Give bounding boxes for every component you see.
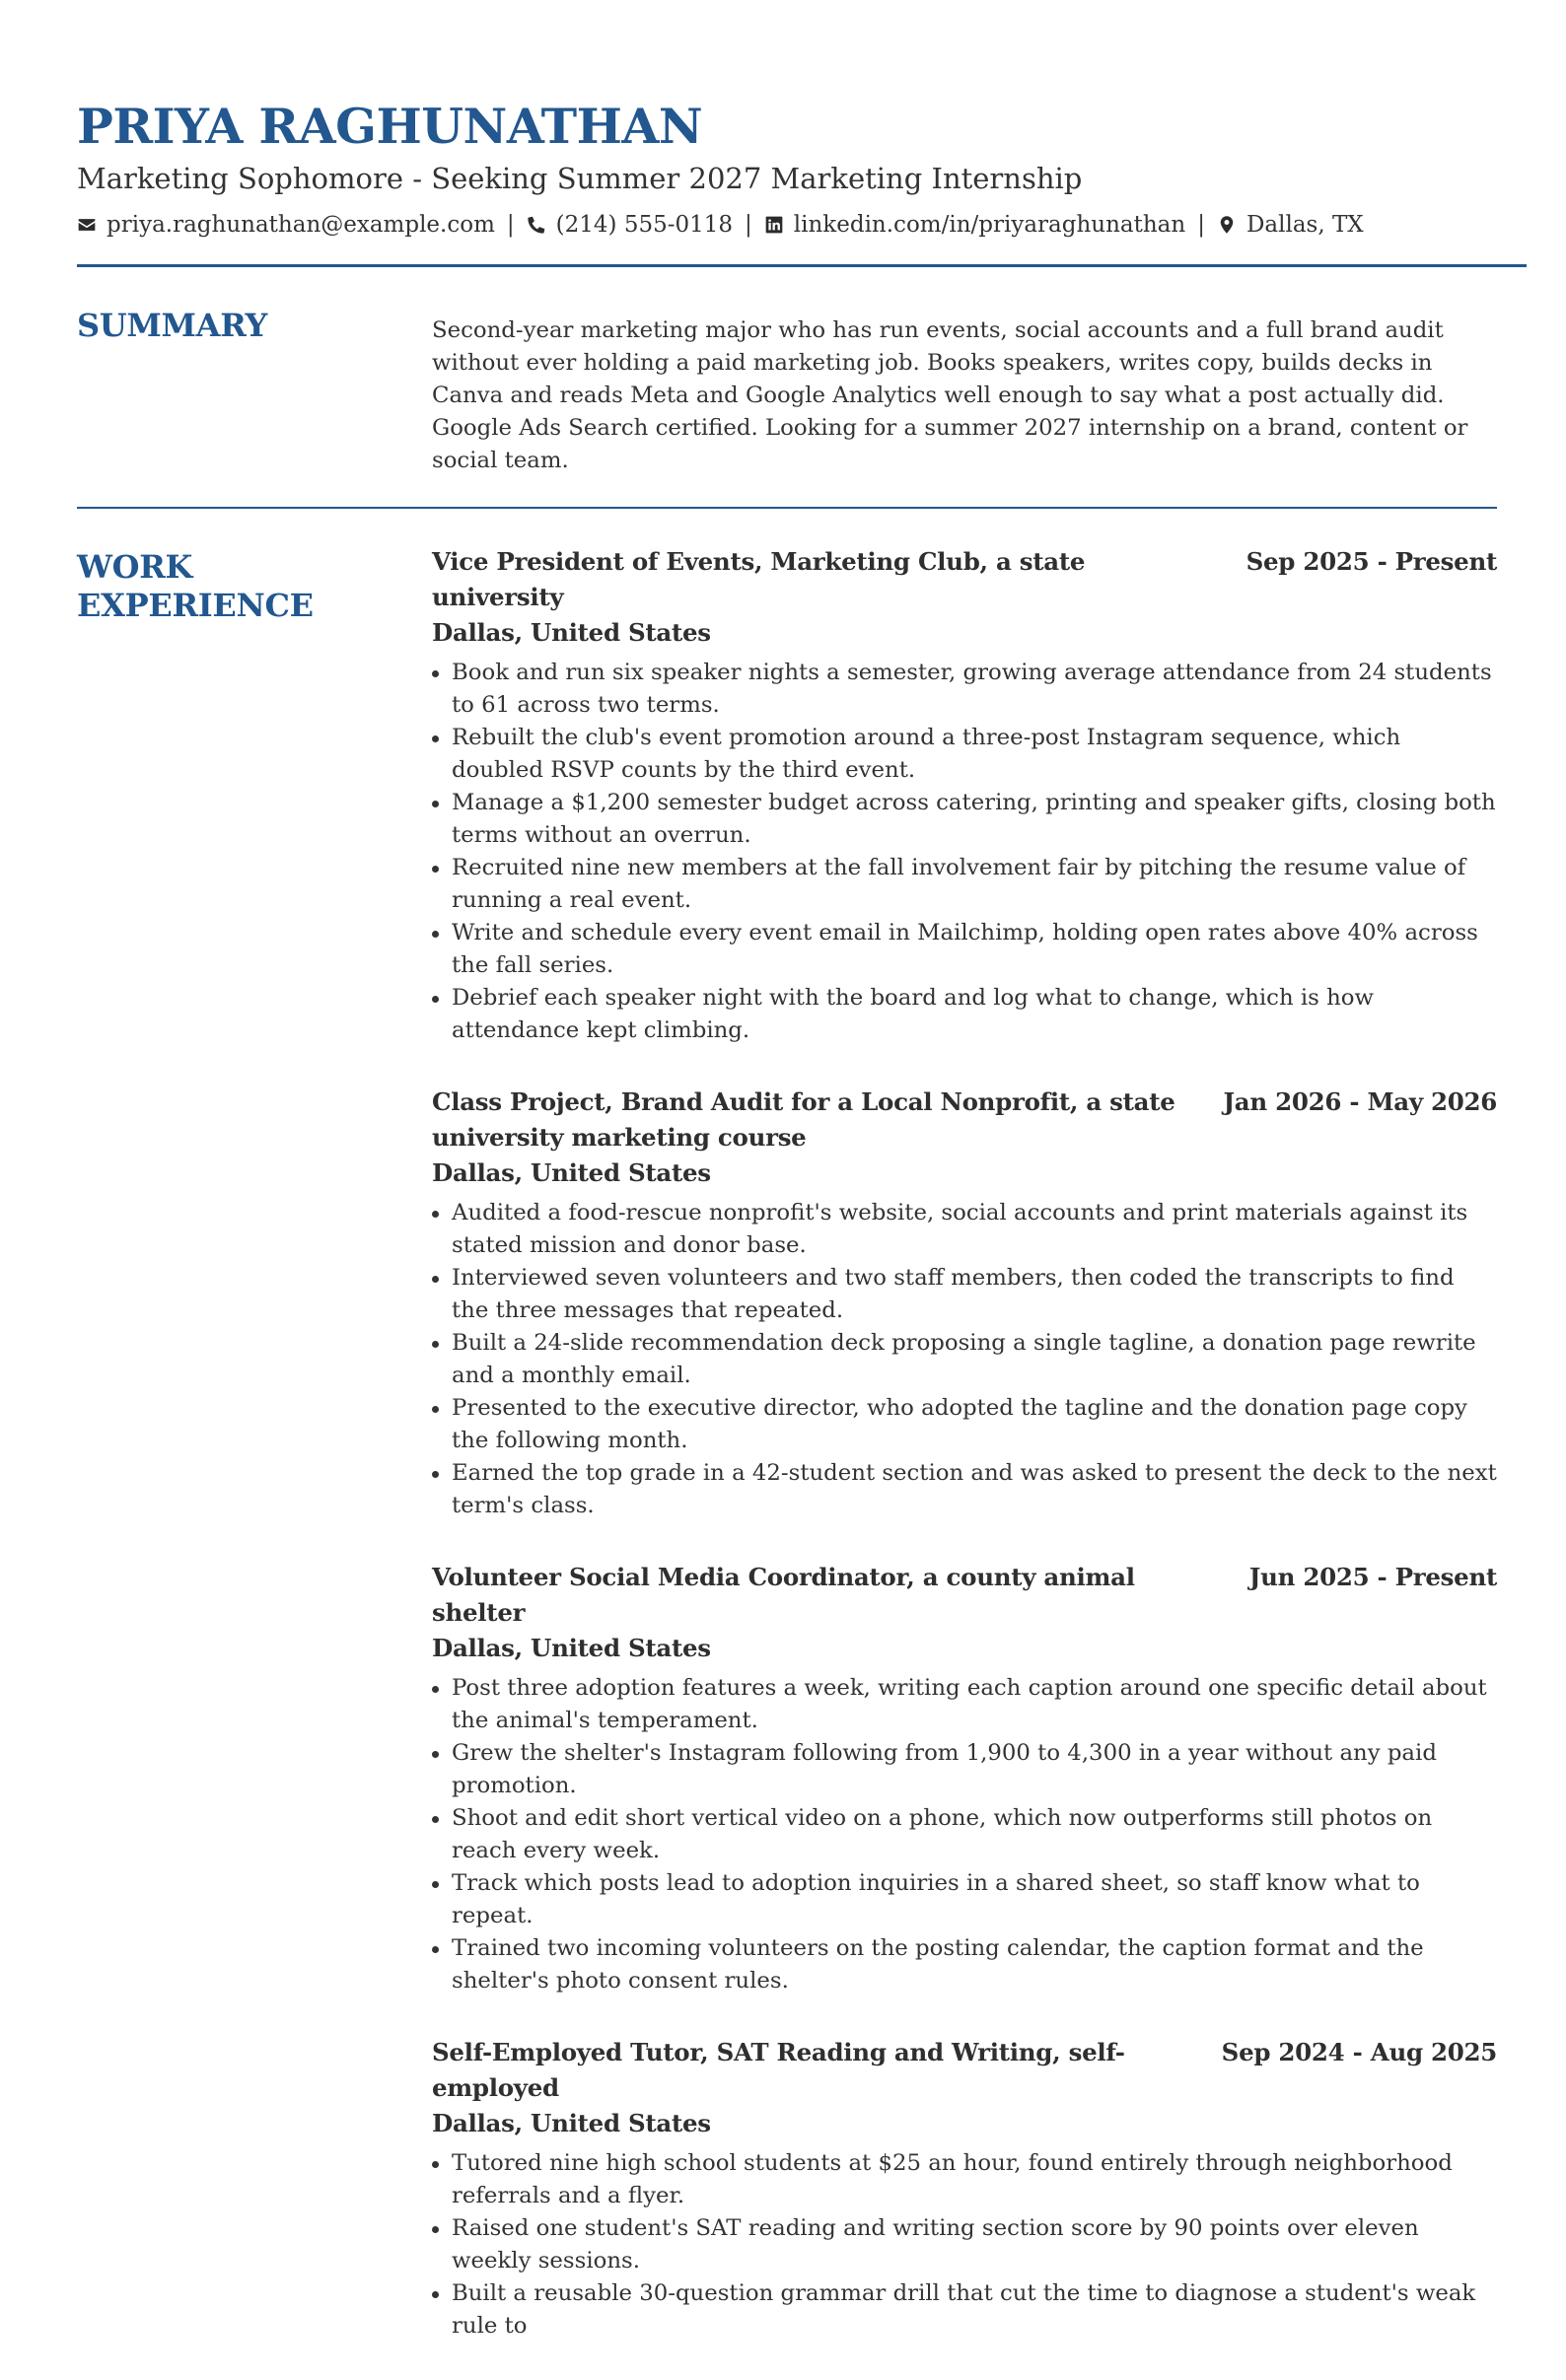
section-title-summary: SUMMARY bbox=[77, 307, 268, 345]
contact-location bbox=[1217, 212, 1364, 238]
bullet-item: Raised one student's SAT reading and writing section score by 90 points over eleven weekly sessions. bbox=[452, 2212, 1497, 2277]
job-header bbox=[432, 1560, 1497, 1631]
contact-separator: | bbox=[745, 212, 752, 239]
job-date: Jan 2026 - May 2026 bbox=[1223, 1087, 1497, 1117]
candidate-name: PRIYA RAGHUNATHAN bbox=[77, 98, 703, 155]
job-location: Dallas, United States bbox=[432, 618, 711, 648]
header-divider bbox=[77, 264, 1527, 267]
bullet-item: Grew the shelter's Instagram following from 1,900 to 4,300 in a year without any paid promotion. bbox=[452, 1737, 1497, 1802]
job-date: Sep 2024 - Aug 2025 bbox=[1221, 2038, 1497, 2067]
bullet-item: Interviewed seven volunteers and two staff members, then coded the transcripts to find the three messages that repeated. bbox=[452, 1262, 1497, 1327]
bullet-item: Rebuilt the club's event promotion around a three-post Instagram sequence, which doubled RSVP counts by the third event. bbox=[452, 722, 1497, 787]
bullet-item: Manage a $1,200 semester budget across catering, printing and speaker gifts, closing both terms without an overrun. bbox=[452, 787, 1497, 852]
phone-icon bbox=[527, 215, 546, 235]
job-title: Class Project, Brand Audit for a Local Nonprofit, a state university marketing course bbox=[432, 1087, 1175, 1153]
contact-email-text: priya.raghunathan@example.com bbox=[107, 212, 495, 239]
work-experience-section bbox=[77, 544, 1497, 2380]
summary-text: Second-year marketing major who has run events, social accounts and a full brand audit without ever holding a paid marketing job. Books speakers, writes copy, builds decks in Canva and reads Meta and Google Analytics well enough to say what a post actually did. Google Ads Search certified. Looking for a summer 2027 internship on a brand, content or social team. bbox=[432, 317, 1468, 474]
job-location: Dallas, United States bbox=[432, 1158, 711, 1188]
job-title: Self-Employed Tutor, SAT Reading and Writing, self-employed bbox=[432, 2038, 1125, 2103]
linkedin-icon bbox=[764, 215, 784, 235]
bullet-item: Tutored nine high school students at $25 an hour, found entirely through neighborhood referrals and a flyer. bbox=[452, 2147, 1497, 2212]
bullet-item: Debrief each speaker night with the board and log what to change, which is how attendance kept climbing. bbox=[452, 982, 1497, 1047]
job-list bbox=[432, 544, 1497, 2380]
contact-phone[interactable] bbox=[527, 212, 733, 238]
contact-phone-text: (214) 555-0118 bbox=[555, 212, 734, 239]
contact-separator: | bbox=[1197, 212, 1205, 239]
section-divider bbox=[77, 507, 1497, 509]
candidate-headline: Marketing Sophomore - Seeking Summer 2027 Marketing Internship bbox=[77, 162, 1083, 196]
section-title-work-experience: WORK EXPERIENCE bbox=[77, 548, 314, 624]
job-header bbox=[432, 2035, 1497, 2106]
job-entry bbox=[432, 2035, 1497, 2343]
bullet-item: Built a reusable 30-question grammar drill that cut the time to diagnose a student's weak rule to bbox=[452, 2277, 1497, 2343]
job-header bbox=[432, 1085, 1497, 1155]
bullet-item: Audited a food-rescue nonprofit's website, social accounts and print materials against its stated mission and donor base. bbox=[452, 1197, 1497, 1262]
bullet-item: Shoot and edit short vertical video on a phone, which now outperforms still photos on reach every week. bbox=[452, 1802, 1497, 1867]
contact-separator: | bbox=[506, 212, 515, 239]
job-date: Jun 2025 - Present bbox=[1248, 1563, 1497, 1592]
summary-section bbox=[77, 307, 1489, 477]
job-bullets bbox=[432, 1672, 1497, 1997]
job-entry bbox=[432, 1085, 1497, 1522]
job-date: Sep 2025 - Present bbox=[1246, 547, 1497, 577]
map-pin-icon bbox=[1217, 215, 1237, 235]
bullet-item: Track which posts lead to adoption inquiries in a shared sheet, so staff know what to repeat. bbox=[452, 1867, 1497, 1932]
job-title: Vice President of Events, Marketing Club, a state university bbox=[432, 547, 1086, 612]
contact-email[interactable] bbox=[77, 212, 495, 238]
bullet-item: Presented to the executive director, who adopted the tagline and the donation page copy the following month. bbox=[452, 1392, 1497, 1457]
job-bullets bbox=[432, 657, 1497, 1047]
contact-linkedin[interactable] bbox=[764, 212, 1185, 238]
contact-bar bbox=[77, 212, 1489, 238]
contact-location-text: Dallas, TX bbox=[1246, 212, 1364, 239]
contact-linkedin-text: linkedin.com/in/priyaraghunathan bbox=[793, 212, 1186, 239]
job-entry bbox=[432, 544, 1497, 1047]
bullet-item: Built a 24-slide recommendation deck proposing a single tagline, a donation page rewrite and a monthly email. bbox=[452, 1327, 1497, 1392]
bullet-item: Write and schedule every event email in Mailchimp, holding open rates above 40% across the fall series. bbox=[452, 917, 1497, 982]
bullet-item: Post three adoption features a week, writing each caption around one specific detail about the animal's temperament. bbox=[452, 1672, 1497, 1737]
job-entry bbox=[432, 1560, 1497, 1997]
job-location: Dallas, United States bbox=[432, 1634, 711, 1663]
job-bullets bbox=[432, 1197, 1497, 1522]
bullet-item: Recruited nine new members at the fall involvement fair by pitching the resume value of running a real event. bbox=[452, 852, 1497, 917]
job-title: Volunteer Social Media Coordinator, a county animal shelter bbox=[432, 1563, 1135, 1628]
envelope-icon bbox=[77, 215, 97, 235]
bullet-item: Earned the top grade in a 42-student section and was asked to present the deck to the next term's class. bbox=[452, 1457, 1497, 1522]
bullet-item: Trained two incoming volunteers on the posting calendar, the caption format and the shelter's photo consent rules. bbox=[452, 1932, 1497, 1997]
job-bullets bbox=[432, 2147, 1497, 2343]
bullet-item: Book and run six speaker nights a semester, growing average attendance from 24 students to 61 across two terms. bbox=[452, 657, 1497, 722]
job-location: Dallas, United States bbox=[432, 2109, 711, 2138]
job-header bbox=[432, 544, 1497, 615]
